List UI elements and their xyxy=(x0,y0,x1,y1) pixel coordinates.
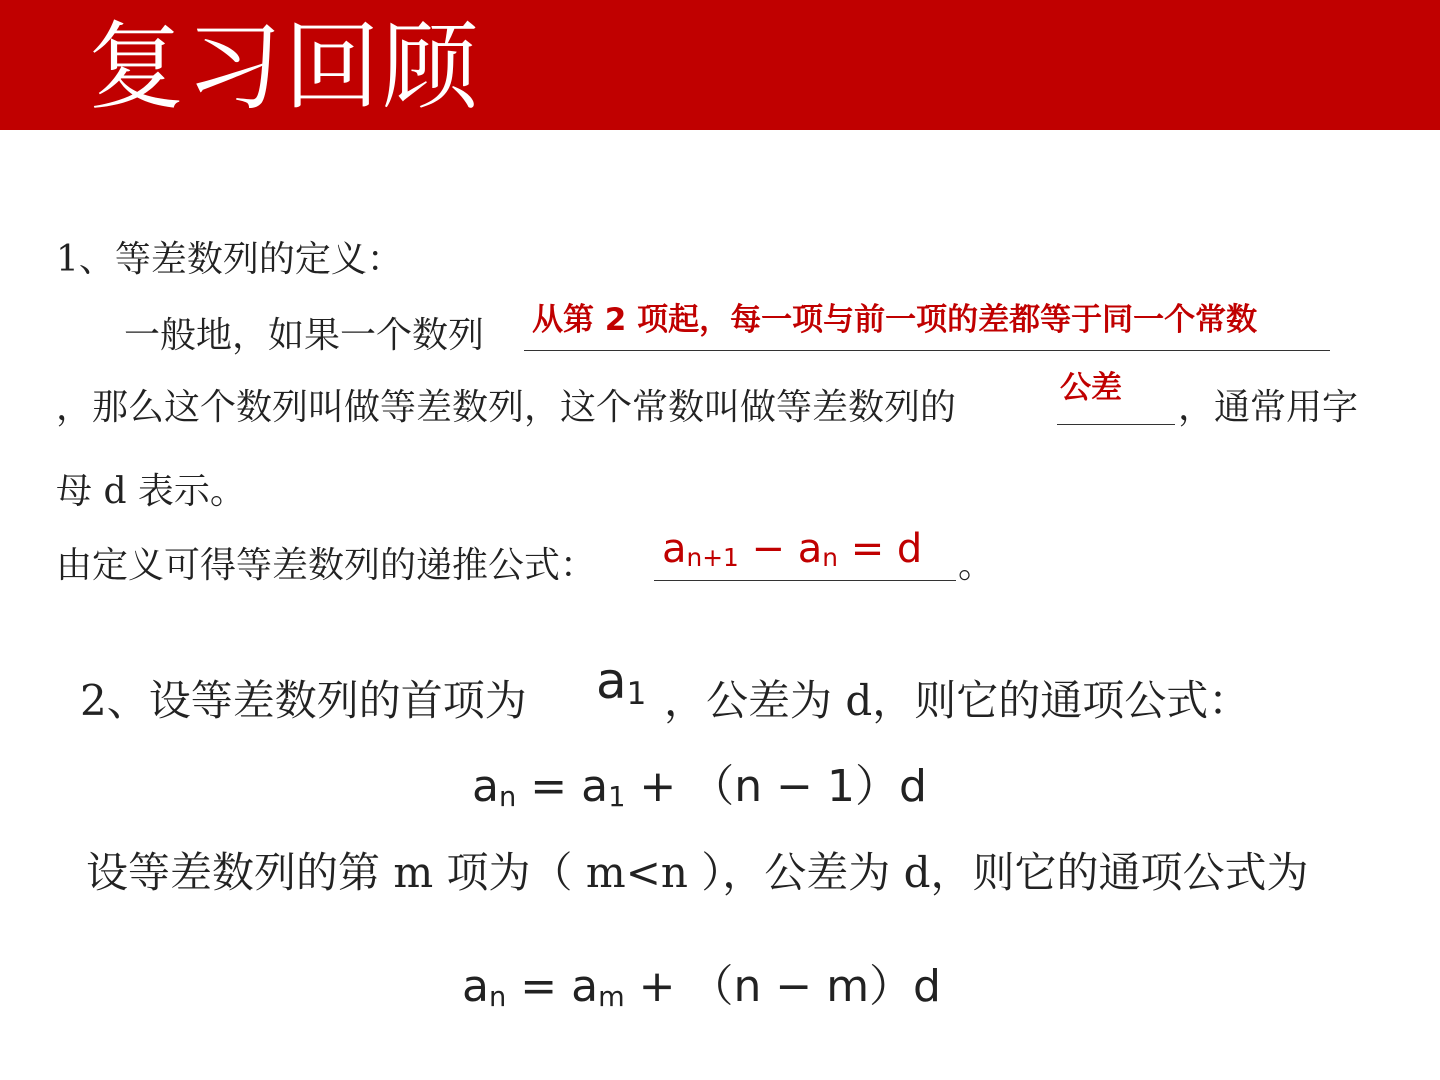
recursion-eq: = d xyxy=(837,526,923,572)
gfm-eq: = xyxy=(506,961,572,1012)
title-banner xyxy=(0,0,1440,130)
definition-end: 母 d 表示。 xyxy=(56,471,246,512)
recursion-a2: a xyxy=(797,526,823,572)
gfm-a: a xyxy=(571,961,599,1012)
term-blank-line xyxy=(1057,424,1175,425)
gf-eq: = xyxy=(516,761,582,812)
gf-rest: + （n − 1）d xyxy=(625,761,927,812)
recursion-a1: a xyxy=(662,526,687,572)
first-term-a: a xyxy=(596,652,627,710)
section1-heading: 1、等差数列的定义： xyxy=(56,239,403,280)
definition-middle: ，那么这个数列叫做等差数列，这个常数叫做等差数列的 xyxy=(56,387,957,428)
gf-a-sub: 1 xyxy=(608,781,626,813)
page-title: 复习回顾 xyxy=(88,11,480,123)
recursion-blank-line xyxy=(654,580,956,581)
recursion-minus: − xyxy=(738,526,798,572)
section2-line2: 设等差数列的第 m 项为（ m<n ），公差为 d，则它的通项公式为 xyxy=(86,848,1309,897)
definition-blank-line xyxy=(524,350,1330,351)
gfm-lhs-sub: n xyxy=(488,981,507,1013)
gfm-rest: + （n − m）d xyxy=(624,961,941,1012)
gf-lhs-sub: n xyxy=(498,781,517,813)
gfm-lhs: a xyxy=(462,961,489,1012)
definition-prefix: 一般地，如果一个数列 xyxy=(124,315,485,356)
recursion-formula xyxy=(662,526,922,572)
recursion-sub1: n+1 xyxy=(686,543,739,573)
definition-fill-text: 从第 2 项起，每一项与前一项的差都等于同一个常数 xyxy=(532,302,1258,338)
section2-line1-a: 2、设等差数列的首项为 xyxy=(80,676,527,725)
section2-line1-b: ，公差为 d，则它的通项公式： xyxy=(664,676,1251,725)
general-formula xyxy=(472,750,927,814)
first-term-symbol xyxy=(596,652,646,710)
term-fill-text: 公差 xyxy=(1060,370,1122,406)
definition-suffix: ，通常用字 xyxy=(1178,387,1359,428)
gf-lhs: a xyxy=(472,761,499,812)
first-term-sub: 1 xyxy=(626,675,647,712)
general-formula-m xyxy=(462,950,941,1014)
recursion-sub2: n xyxy=(822,543,838,573)
recursion-end: 。 xyxy=(958,545,995,586)
recursion-label: 由定义可得等差数列的递推公式： xyxy=(56,545,597,586)
gfm-a-sub: m xyxy=(598,981,625,1013)
gf-a: a xyxy=(581,761,609,812)
